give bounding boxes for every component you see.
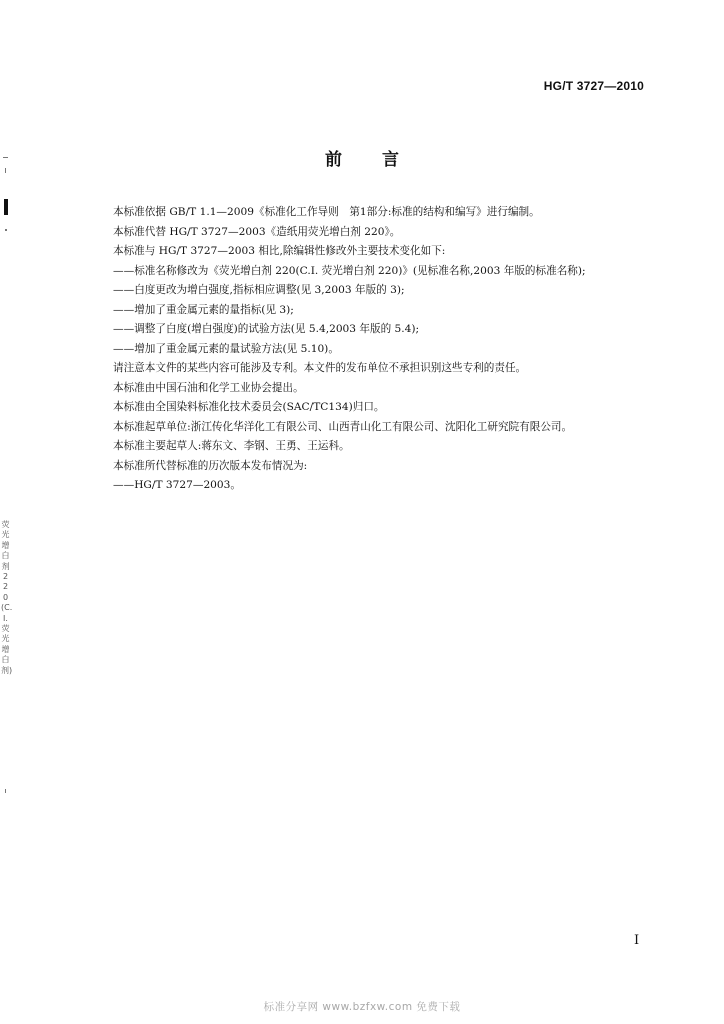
change-item-test-method: ——调整了白度(增白强度)的试验方法(见 5.4,2003 年版的 5.4); xyxy=(113,323,420,335)
paragraph-under-jurisdiction: 本标准由全国染料标准化技术委员会(SAC/TC134)归口。 xyxy=(113,401,385,413)
change-item-heavy-metal-index: ——增加了重金属元素的量指标(见 3); xyxy=(113,303,294,316)
binding-mark-dot-lower xyxy=(5,789,6,793)
paragraph-proposed-by: 本标准由中国石油和化学工业协会提出。 xyxy=(113,381,304,394)
paragraph-drafting-units: 本标准起草单位:浙江传化华洋化工有限公司、山西青山化工有限公司、沈阳化工研究院有限公司。 xyxy=(113,420,573,433)
watermark: 标准分享网 www.bzfxw.com 免费下载 xyxy=(263,1001,461,1013)
page-title: 前言 xyxy=(325,150,439,170)
binding-mark-dot xyxy=(5,229,7,231)
page-number: I xyxy=(634,933,640,948)
change-item-heavy-metal-test: ——增加了重金属元素的量试验方法(见 5.10)。 xyxy=(113,342,339,355)
spine-text: 荧光增白剂220(C.I.荧光增白剂) xyxy=(1,520,13,675)
change-item-whiteness: ——白度更改为增白强度,指标相应调整(见 3,2003 年版的 3); xyxy=(113,284,405,296)
change-item-name: ——标准名称修改为《荧光增白剂 220(C.I. 荧光增白剂 220)》(见标准名称,2003 年版的标准名称); xyxy=(113,264,586,277)
paragraph-drafters: 本标准主要起草人:蒋东文、李钢、王勇、王运科。 xyxy=(113,440,350,452)
document-body xyxy=(113,203,658,496)
paragraph-history-intro: 本标准所代替标准的历次版本发布情况为: xyxy=(113,459,308,472)
paragraph-replaces: 本标准代替 HG/T 3727—2003《造纸用荧光增白剂 220》。 xyxy=(113,225,401,238)
paragraph-basis: 本标准依据 GB/T 1.1—2009《标准化工作导则 第1部分:标准的结构和编写》进行编制。 xyxy=(113,206,540,218)
history-item: ——HG/T 3727—2003。 xyxy=(113,479,241,491)
paragraph-patent-notice: 请注意本文件的某些内容可能涉及专利。本文件的发布单位不承担识别这些专利的责任。 xyxy=(113,362,527,374)
paragraph-changes-intro: 本标准与 HG/T 3727—2003 相比,除编辑性修改外主要技术变化如下: xyxy=(113,245,446,257)
standard-number: HG/T 3727—2010 xyxy=(543,79,644,93)
binding-mark-bar xyxy=(4,199,8,215)
